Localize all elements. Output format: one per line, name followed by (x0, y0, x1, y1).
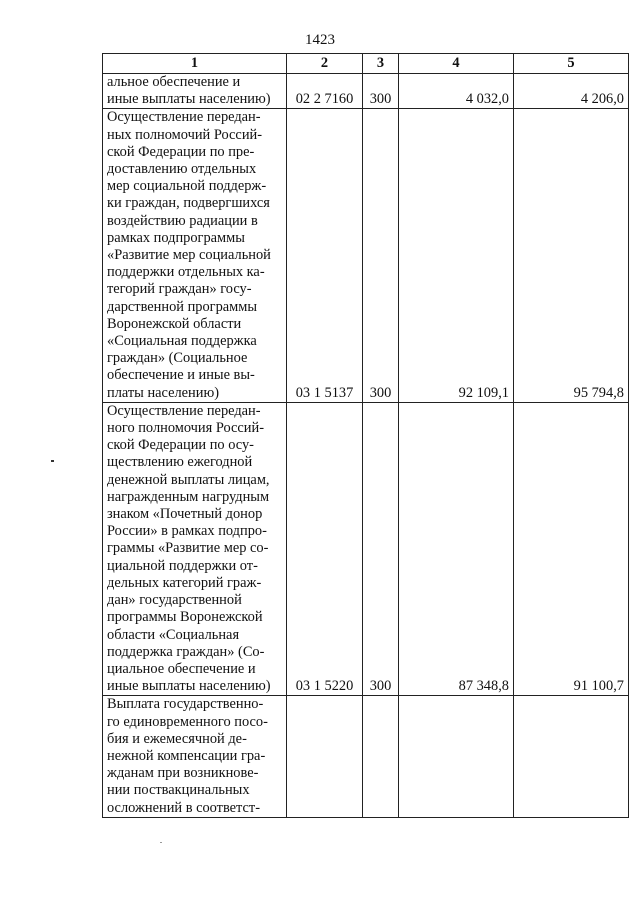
row-code: 03 1 5137 (287, 109, 363, 402)
row-type: 300 (363, 109, 399, 402)
row-value-4: 4 032,0 (399, 74, 514, 109)
row-value-5 (514, 696, 629, 817)
column-header-1: 1 (103, 54, 287, 74)
row-type (363, 696, 399, 817)
row-type: 300 (363, 402, 399, 695)
table-row (103, 402, 629, 695)
scan-speck (51, 460, 54, 462)
column-header-3: 3 (363, 54, 399, 74)
row-code (287, 696, 363, 817)
row-value-5: 95 794,8 (514, 109, 629, 402)
scan-speck (160, 842, 162, 843)
table-row (103, 696, 629, 817)
row-value-4: 92 109,1 (399, 109, 514, 402)
row-description: Выплата государственно- го единовременного посо- бия и ежемесячной де- нежной компенсации гра- жданам при возникнове- нии поствакцинальных осложнений в соответст- (103, 696, 287, 817)
table-row (103, 109, 629, 402)
row-value-5: 91 100,7 (514, 402, 629, 695)
row-value-4 (399, 696, 514, 817)
row-value-5: 4 206,0 (514, 74, 629, 109)
column-header-2: 2 (287, 54, 363, 74)
row-code: 02 2 7160 (287, 74, 363, 109)
table-header-row (103, 54, 629, 74)
column-header-5: 5 (514, 54, 629, 74)
row-type: 300 (363, 74, 399, 109)
page-number: 1423 (305, 32, 335, 48)
row-value-4: 87 348,8 (399, 402, 514, 695)
table-row (103, 74, 629, 109)
row-description: альное обеспечение и иные выплаты населению) (103, 74, 287, 109)
column-header-4: 4 (399, 54, 514, 74)
row-code: 03 1 5220 (287, 402, 363, 695)
row-description: Осуществление передан- ных полномочий Россий- ской Федерации по пре- доставлению отдельных мер социальной поддерж- ки граждан, подвергшихся воздействию радиации в рамках подпрограммы «Развитие мер социальной поддержки отдельных ка- тегорий граждан» госу- дарственной программы Воронежской области «Социальная поддержка граждан» (Социальное обеспечение и иные вы- платы населению) (103, 109, 287, 402)
row-description: Осуществление передан- ного полномочия Россий- ской Федерации по осу- ществлению ежегодной денежной выплаты лицам, награжденным нагрудным знаком «Почетный донор России» в рамках подпро- граммы «Развитие мер со- циальной поддержки от- дельных категорий граж- дан» государственной программы Воронежской области «Социальная поддержка граждан» (Со- циальное обеспечение и иные выплаты населению) (103, 402, 287, 695)
budget-table (102, 53, 629, 818)
